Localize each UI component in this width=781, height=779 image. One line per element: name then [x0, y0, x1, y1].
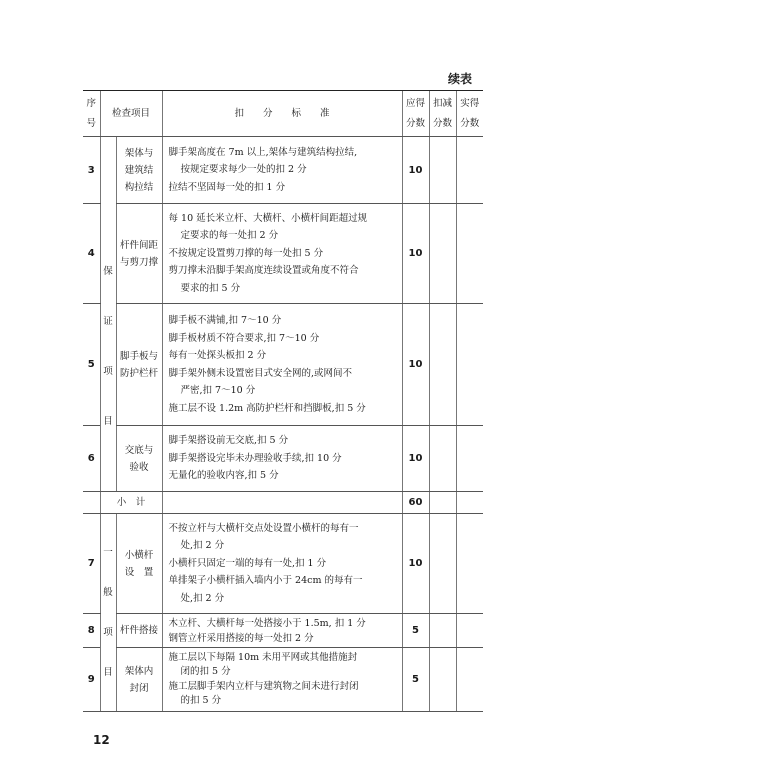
deduct-score-cell — [429, 648, 456, 712]
actual-score-cell — [456, 137, 483, 204]
table-row — [83, 137, 483, 204]
check-item: 架体与 建筑结 构拉结 — [116, 137, 162, 204]
table-row — [83, 614, 483, 648]
actual-score-cell — [456, 614, 483, 648]
actual-score-cell — [456, 514, 483, 614]
subtotal-row — [83, 492, 483, 514]
header-criteria: 扣 分 标 准 — [162, 91, 402, 137]
due-score: 10 — [402, 304, 429, 426]
check-item: 小横杆 设 置 — [116, 514, 162, 614]
deduction-criteria: 不按立杆与大横杆交点处设置小横杆的每有一 处,扣 2 分 小横杆只固定一端的每有一处,扣 1 分 单排架子小横杆插入墙内小于 24cm 的每有一 处,扣 2 分 — [162, 514, 402, 614]
actual-score-cell — [456, 304, 483, 426]
row-number: 7 — [83, 514, 100, 614]
table-row — [83, 648, 483, 712]
row-number: 3 — [83, 137, 100, 204]
due-score: 5 — [402, 614, 429, 648]
check-item: 杆件搭接 — [116, 614, 162, 648]
deduct-score-cell — [429, 614, 456, 648]
subtotal-score: 60 — [402, 492, 429, 514]
table-row — [83, 514, 483, 614]
deduct-score-cell — [429, 514, 456, 614]
header-deduct-score: 扣减 分数 — [429, 91, 456, 137]
check-item: 交底与 验收 — [116, 426, 162, 492]
header-due-score: 应得 分数 — [402, 91, 429, 137]
row-number: 6 — [83, 426, 100, 492]
inspection-table — [83, 90, 483, 712]
deduction-criteria: 脚手架搭设前无交底,扣 5 分 脚手架搭设完毕未办理验收手续,扣 10 分 无量化的验收内容,扣 5 分 — [162, 426, 402, 492]
subtotal-criteria-blank — [162, 492, 402, 514]
group-guarantee-items: 保 证 项 目 — [100, 204, 116, 492]
row-number: 9 — [83, 648, 100, 712]
deduct-score-cell — [429, 426, 456, 492]
row-number: 8 — [83, 614, 100, 648]
subtotal-blank — [83, 492, 100, 514]
deduct-score-cell — [429, 137, 456, 204]
actual-score-cell — [456, 492, 483, 514]
deduction-criteria: 施工层以下每隔 10m 未用平网或其他措施封 闭的扣 5 分 施工层脚手架内立杆与建筑物之间未进行封闭 的扣 5 分 — [162, 648, 402, 712]
row-number: 4 — [83, 204, 100, 304]
check-item: 杆件间距 与剪刀撑 — [116, 204, 162, 304]
header-actual-score: 实得 分数 — [456, 91, 483, 137]
due-score: 10 — [402, 514, 429, 614]
check-item: 架体内 封闭 — [116, 648, 162, 712]
deduction-criteria: 脚手板不满铺,扣 7～10 分 脚手板材质不符合要求,扣 7～10 分 每有一处探头板扣 2 分 脚手架外侧未设置密目式安全网的,或网间不 严密,扣 7～10 分 施工层不设 1.2m 高防护栏杆和挡脚板,扣 5 分 — [162, 304, 402, 426]
group-blank — [100, 137, 116, 204]
deduct-score-cell — [429, 204, 456, 304]
table-row — [83, 426, 483, 492]
page-number: 12 — [93, 733, 110, 747]
due-score: 10 — [402, 137, 429, 204]
deduction-criteria: 每 10 延长米立杆、大横杆、小横杆间距超过规 定要求的每一处扣 2 分 不按规定设置剪刀撑的每一处扣 5 分 剪刀撑未沿脚手架高度连续设置或角度不符合 要求的扣 5 分 — [162, 204, 402, 304]
header-seq: 序 号 — [83, 91, 100, 137]
table-row — [83, 204, 483, 304]
actual-score-cell — [456, 426, 483, 492]
deduct-score-cell — [429, 492, 456, 514]
row-number: 5 — [83, 304, 100, 426]
subtotal-label: 小 计 — [100, 492, 162, 514]
due-score: 10 — [402, 426, 429, 492]
header-row — [83, 91, 483, 137]
actual-score-cell — [456, 204, 483, 304]
due-score: 10 — [402, 204, 429, 304]
check-item: 脚手板与 防护栏杆 — [116, 304, 162, 426]
deduct-score-cell — [429, 304, 456, 426]
deduction-criteria: 脚手架高度在 7m 以上,架体与建筑结构拉结, 按规定要求每少一处的扣 2 分 拉结不坚固每一处的扣 1 分 — [162, 137, 402, 204]
group-general-items: 一 般 项 目 — [100, 514, 116, 712]
due-score: 5 — [402, 648, 429, 712]
continued-label: 续表 — [448, 72, 473, 86]
header-item: 检查项目 — [100, 91, 162, 137]
table-row — [83, 304, 483, 426]
actual-score-cell — [456, 648, 483, 712]
deduction-criteria: 木立杆、大横杆每一处搭接小于 1.5m, 扣 1 分 钢管立杆采用搭接的每一处扣 2 分 — [162, 614, 402, 648]
